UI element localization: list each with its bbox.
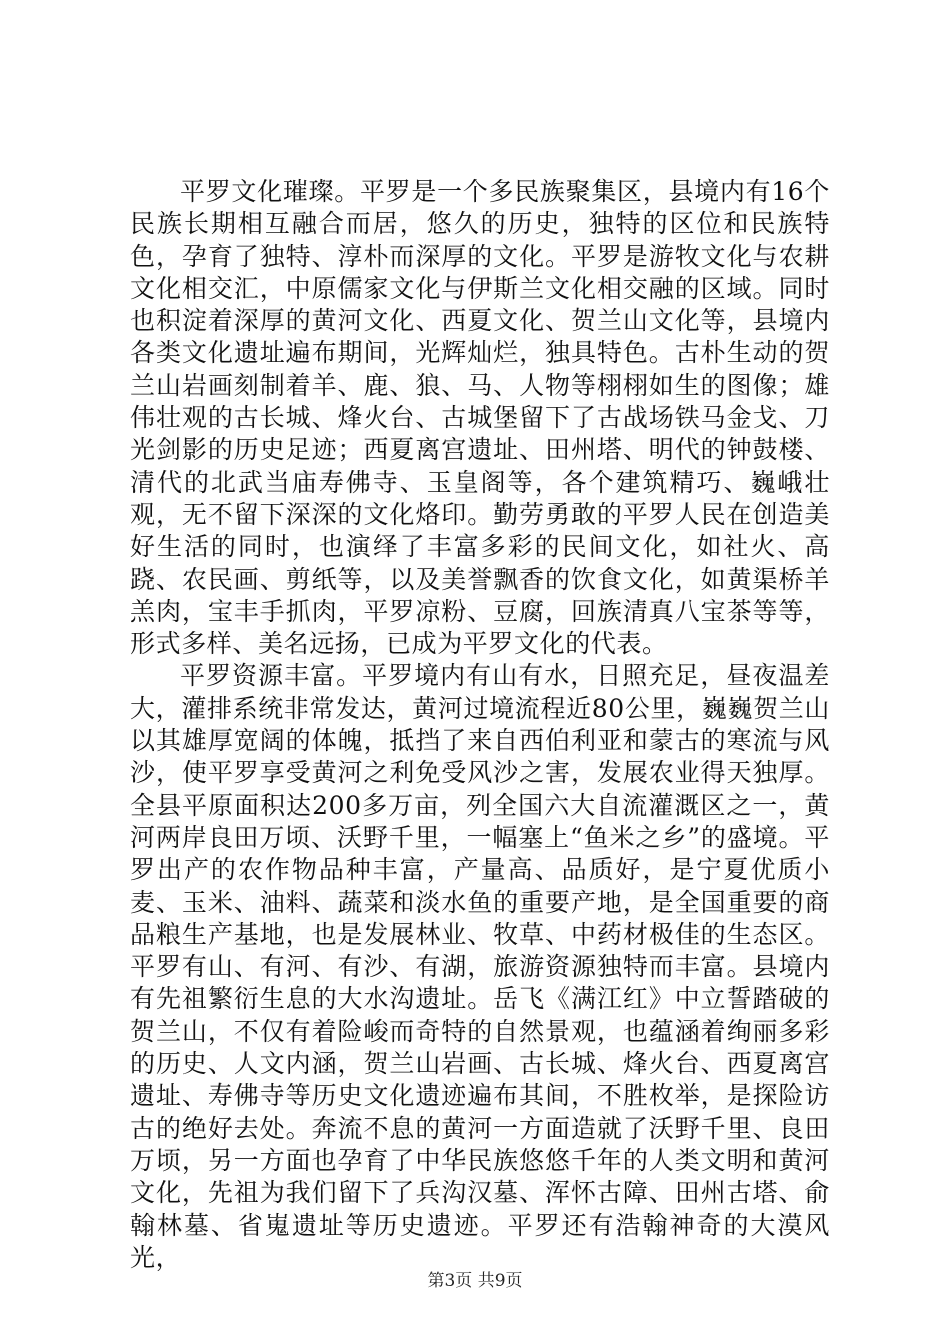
page-footer: 第3页 共9页 (427, 1271, 523, 1291)
paragraph-culture: 平罗文化璀璨。平罗是一个多民族聚集区，县境内有16个民族长期相互融合而居，悠久的历史，独特的区位和民族特色，孕育了独特、淳朴而深厚的文化。平罗是游牧文化与农耕文化相交汇，中原儒家文化与伊斯兰文化相交融的区域。同时也积淀着深厚的黄河文化、西夏文化、贺兰山文化等，县境内各类文化遗址遍布期间，光辉灿烂，独具特色。古朴生动的贺兰山岩画刻制着羊、鹿、狼、马、人物等栩栩如生的图像；雄伟壮观的古长城、烽火台、古城堡留下了古战场铁马金戈、刀光剑影的历史足迹；西夏离宫遗址、田州塔、明代的钟鼓楼、清代的北武当庙寿佛寺、玉皇阁等，各个建筑精巧、巍峨壮观，无不留下深深的文化烙印。勤劳勇敢的平罗人民在创造美好生活的同时，也演绎了丰富多彩的民间文化，如社火、高跷、农民画、剪纸等，以及美誉飘香的饮食文化，如黄渠桥羊羔肉，宝丰手抓肉，平罗凉粉、豆腐，回族清真八宝茶等等，形式多样、美名远扬，已成为平罗文化的代表。 (130, 177, 830, 659)
body-text (130, 176, 830, 1274)
paragraph-resources: 平罗资源丰富。平罗境内有山有水，日照充足，昼夜温差大，灌排系统非常发达，黄河过境流程近80公里，巍巍贺兰山以其雄厚宽阔的体魄，抵挡了来自西伯利亚和蒙古的寒流与风沙，使平罗享受黄河之利免受风沙之害，发展农业得天独厚。全县平原面积达200多万亩，列全国六大自流灌溉区之一，黄河两岸良田万顷、沃野千里，一幅塞上“鱼米之乡”的盛境。平罗出产的农作物品种丰富，产量高、品质好，是宁夏优质小麦、玉米、油料、蔬菜和淡水鱼的重要产地，是全国重要的商品粮生产基地，也是发展林业、牧草、中药材极佳的生态区。平罗有山、有河、有沙、有湖，旅游资源独特而丰富。县境内有先祖繁衍生息的大水沟遗址。岳飞《满江红》中立誓踏破的贺兰山，不仅有着险峻而奇特的自然景观，也蕴涵着绚丽多彩的历史、人文内涵，贺兰山岩画、古长城、烽火台、西夏离宫遗址、寿佛寺等历史文化遗迹遍布其间，不胜枚举，是探险访古的绝好去处。奔流不息的黄河一方面造就了沃野千里、良田万顷，另一方面也孕育了中华民族悠悠千年的人类文明和黄河文化，先祖为我们留下了兵沟汉墓、浑怀古障、田州古塔、俞翰林墓、省嵬遗址等历史遗迹。平罗还有浩翰神奇的大漠风光， (130, 661, 830, 1272)
